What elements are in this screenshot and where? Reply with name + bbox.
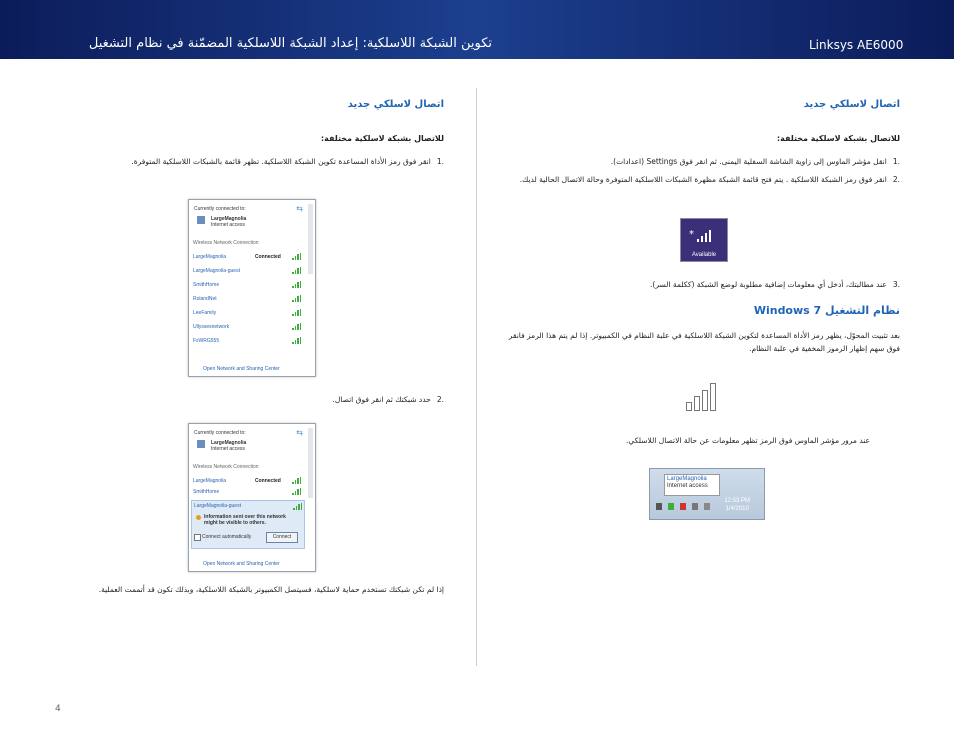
current-access: Internet access: [211, 222, 245, 228]
signal-bars-icon: [292, 477, 301, 484]
paragraph-text: عند مرور مؤشر الماوس فوق الرمز تظهر معلومات عن حالة الاتصال اللاسلكي.: [626, 436, 870, 445]
network-connect-window: [188, 423, 316, 572]
section-label: Wireless Network Connection: [193, 240, 259, 246]
network-list-window: [188, 199, 316, 377]
network-icon: [197, 440, 205, 448]
current-access: Internet access: [211, 446, 245, 452]
right-step-1: [510, 155, 900, 168]
left-heading: اتصال لاسلكي جديد: [347, 99, 444, 110]
network-row[interactable]: [193, 322, 301, 332]
page-number: 4: [55, 704, 61, 714]
step-number: .1: [436, 157, 444, 166]
network-name: LargeMagnolia-guest: [194, 503, 241, 509]
signal-bars-icon: [292, 295, 301, 302]
system-tray: [649, 468, 765, 520]
right-step-2: [510, 173, 900, 186]
connected-to-label: Currently connected to:: [194, 206, 246, 212]
signal-bars-icon: [292, 337, 301, 344]
step-number: .1: [892, 157, 900, 166]
left-step-1: [54, 155, 444, 168]
network-name: LargeMagnolia-guest: [193, 268, 240, 274]
step-text: عند مطالبتك، أدخل أي معلومات إضافية مطلوبة لوضع الشبكة (ككلمة السر).: [650, 280, 887, 289]
scrollbar[interactable]: [308, 204, 313, 274]
step-number: .2: [436, 395, 444, 404]
tray-tooltip: [664, 474, 720, 496]
tray-arrow-icon[interactable]: [656, 503, 662, 510]
tooltip-network: LargeMagnolia: [667, 476, 707, 482]
network-name: LargeMagnolia: [193, 254, 227, 260]
tray-clock: [724, 497, 750, 513]
network-name: LargeMagnolia: [193, 478, 227, 484]
signal-bars-icon: [292, 323, 301, 330]
signal-bars-icon: [292, 253, 301, 260]
tray-date: 1/4/2010: [725, 506, 749, 512]
sharing-center-link[interactable]: Open Network and Sharing Center: [203, 561, 280, 567]
signal-bars-icon: [292, 267, 301, 274]
network-row[interactable]: [193, 336, 301, 346]
network-name: RolandNet: [193, 296, 217, 302]
right-heading: اتصال لاسلكي جديد: [803, 99, 900, 110]
scrollbar[interactable]: [308, 428, 313, 498]
network-row[interactable]: [193, 308, 301, 318]
note-text: إذا لم تكن شبكتك تستخدم حماية لاسلكية، فسيتصل الكمبيوتر بالشبكة اللاسلكية، وبذلك تكون قد أتممت العملية.: [98, 585, 444, 594]
right-subheading: للاتصال بشبكة لاسلكية مختلفة:: [776, 134, 900, 143]
left-note: [54, 583, 444, 596]
tray-network-icon[interactable]: [692, 503, 698, 510]
tray-signal-icon[interactable]: [668, 503, 674, 510]
available-tile: [680, 218, 728, 262]
paragraph-text: بعد تثبيت المحوّل، يظهر رمز الأداة المساعدة لتكوين الشبكة اللاسلكية في علبة النظام في الكمبيوتر. إذا لم يتم هذا الرمز فانقر فوق سهم إظهار الرموز المخفية في علبة النظام.: [508, 331, 900, 353]
column-divider: [476, 88, 477, 666]
network-row[interactable]: [193, 252, 301, 262]
network-name: Ullyssesnetwork: [193, 324, 230, 330]
step-text: انقر فوق رمز الشبكة اللاسلكية . يتم فتح قائمة الشبكة مظهرة الشبكات اللاسلكية المتوفرة وحالة الاتصال الحالية لديك.: [519, 175, 887, 184]
available-label: Available: [691, 252, 717, 258]
network-row[interactable]: [193, 294, 301, 304]
step-number: .3: [892, 280, 900, 289]
connect-button[interactable]: Connect: [266, 532, 298, 543]
refresh-icon[interactable]: ⇆: [296, 204, 303, 213]
network-name: FxWRG555: [193, 338, 220, 344]
page-title: تكوين الشبكة اللاسلكية: إعداد الشبكة اللاسلكية المضمّنة في نظام التشغيل: [88, 36, 492, 51]
current-network: LargeMagnolia: [211, 440, 247, 446]
network-row[interactable]: [193, 280, 301, 290]
tray-time: 12:53 PM: [724, 498, 750, 504]
network-row[interactable]: [193, 476, 301, 486]
hover-paragraph: [490, 434, 870, 447]
wireless-utility-icon: [686, 381, 724, 411]
left-step-2: [54, 393, 444, 406]
tray-flag-icon[interactable]: [680, 503, 686, 510]
selected-network-panel[interactable]: [191, 500, 305, 549]
section-label: Wireless Network Connection: [193, 464, 259, 470]
current-network: LargeMagnolia: [211, 216, 247, 222]
wifi-signal-icon: [681, 219, 727, 249]
warning-icon: [196, 515, 201, 520]
security-warning: Information sent over this network might be visible to others.: [204, 514, 286, 526]
network-name: SmithHome: [193, 282, 220, 288]
step-number: .2: [892, 175, 900, 184]
step-text: انقل مؤشر الماوس إلى زاوية الشاشة السفلية اليمنى. ثم انقر فوق Settings (اعدادات).: [610, 157, 887, 166]
network-icon: [197, 216, 205, 224]
page-header: [0, 0, 954, 59]
network-row[interactable]: [193, 266, 301, 276]
refresh-icon[interactable]: ⇆: [296, 428, 303, 437]
network-name: LeeFamily: [193, 310, 217, 316]
signal-bars-icon: [292, 309, 301, 316]
auto-connect-label: Connect automatically: [202, 534, 252, 540]
product-name: Linksys AE6000: [809, 38, 904, 52]
tray-volume-icon[interactable]: [704, 503, 710, 510]
auto-connect-checkbox[interactable]: [194, 534, 201, 541]
tooltip-status: Internet access: [667, 483, 708, 489]
windows7-paragraph: [505, 329, 900, 355]
connected-to-label: Currently connected to:: [194, 430, 246, 436]
signal-bars-icon: [293, 503, 302, 510]
windows7-heading: نظام التشغيل Windows 7: [753, 304, 900, 317]
sharing-center-link[interactable]: Open Network and Sharing Center: [203, 366, 280, 372]
step-text: حدد شبكتك ثم انقر فوق اتصال.: [332, 395, 431, 404]
left-subheading: للاتصال بشبكة لاسلكية مختلفة:: [320, 134, 444, 143]
right-step-3: [510, 278, 900, 291]
network-name: SmithHome: [193, 489, 220, 495]
network-row[interactable]: [193, 487, 301, 497]
signal-bars-icon: [292, 488, 301, 495]
connected-label: Connected: [255, 478, 281, 484]
signal-bars-icon: [292, 281, 301, 288]
svg-text:*: *: [689, 229, 694, 240]
step-text: انقر فوق رمز الأداة المساعدة تكوين الشبكة اللاسلكية. تظهر قائمة بالشبكات اللاسلكية المتوفرة.: [131, 157, 431, 166]
connected-label: Connected: [255, 254, 281, 260]
